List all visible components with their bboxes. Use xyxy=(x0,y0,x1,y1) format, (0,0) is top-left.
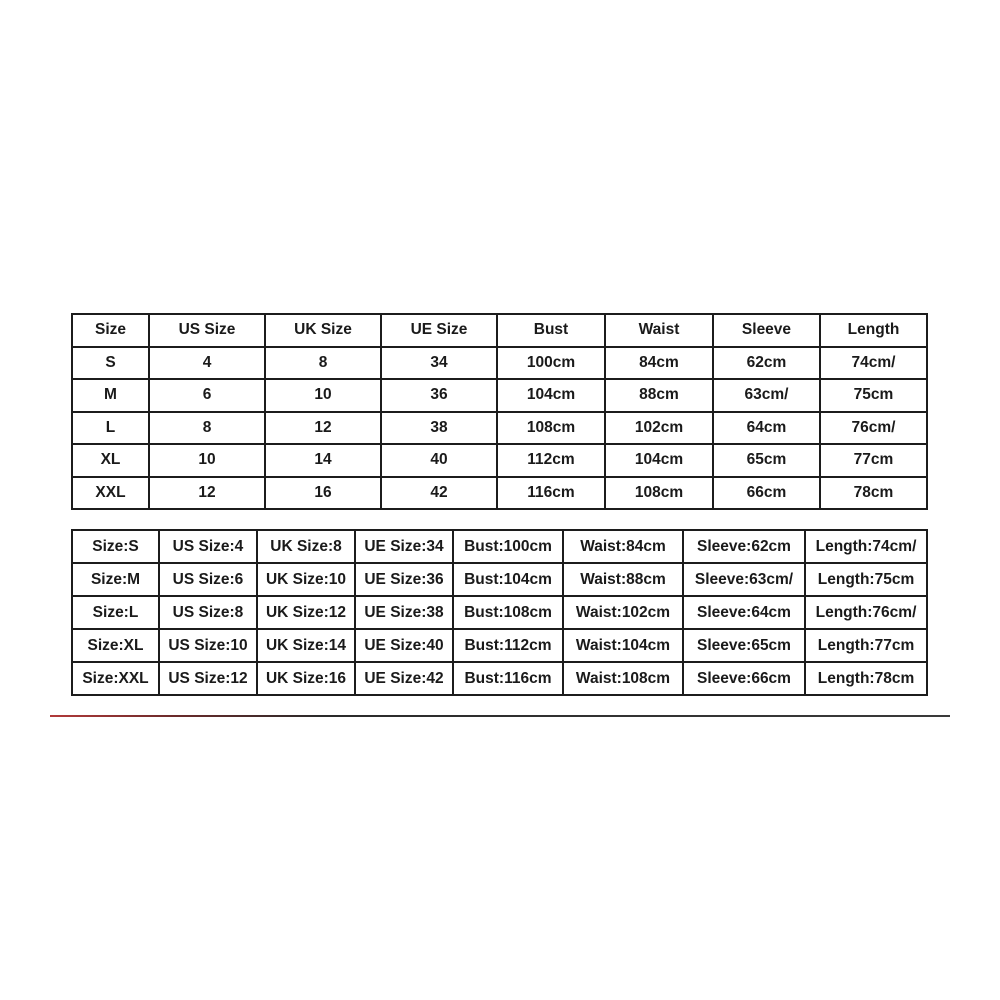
table-cell: Length:74cm/ xyxy=(805,530,927,563)
table-cell: 12 xyxy=(265,412,381,445)
table-row xyxy=(72,379,927,412)
header-cell: US Size xyxy=(149,314,265,347)
table-cell: US Size:8 xyxy=(159,596,257,629)
table-cell: 10 xyxy=(265,379,381,412)
table-cell: 112cm xyxy=(497,444,605,477)
table-cell: 8 xyxy=(149,412,265,445)
table-cell: Bust:108cm xyxy=(453,596,563,629)
table-cell: Size:XL xyxy=(72,629,159,662)
table-cell: Length:75cm xyxy=(805,563,927,596)
table-cell: 16 xyxy=(265,477,381,510)
table-cell: UE Size:40 xyxy=(355,629,453,662)
table-row xyxy=(72,662,927,695)
table-row xyxy=(72,629,927,662)
table-cell: 76cm/ xyxy=(820,412,927,445)
table-cell: 104cm xyxy=(497,379,605,412)
table-cell: XL xyxy=(72,444,149,477)
table-cell: UK Size:8 xyxy=(257,530,355,563)
table-cell: UE Size:36 xyxy=(355,563,453,596)
table-cell: Waist:104cm xyxy=(563,629,683,662)
table-cell: Size:S xyxy=(72,530,159,563)
table-cell: Sleeve:62cm xyxy=(683,530,805,563)
table-cell: Waist:108cm xyxy=(563,662,683,695)
table-cell: 100cm xyxy=(497,347,605,380)
table-cell: 42 xyxy=(381,477,497,510)
table-cell: UK Size:10 xyxy=(257,563,355,596)
table-cell: UE Size:38 xyxy=(355,596,453,629)
table-cell: Sleeve:65cm xyxy=(683,629,805,662)
table-cell: Sleeve:64cm xyxy=(683,596,805,629)
table-cell: 75cm xyxy=(820,379,927,412)
table-cell: 12 xyxy=(149,477,265,510)
header-cell: Length xyxy=(820,314,927,347)
table-cell: 62cm xyxy=(713,347,820,380)
table-row xyxy=(72,347,927,380)
table-cell: Size:M xyxy=(72,563,159,596)
table-cell: Length:77cm xyxy=(805,629,927,662)
table-cell: XXL xyxy=(72,477,149,510)
table-cell: Sleeve:63cm/ xyxy=(683,563,805,596)
table-cell: Length:76cm/ xyxy=(805,596,927,629)
table-cell: 116cm xyxy=(497,477,605,510)
table-cell: Size:XXL xyxy=(72,662,159,695)
table-cell: 108cm xyxy=(605,477,713,510)
table-row xyxy=(72,477,927,510)
table-cell: Waist:84cm xyxy=(563,530,683,563)
table-cell: 65cm xyxy=(713,444,820,477)
header-cell: Bust xyxy=(497,314,605,347)
table-row xyxy=(72,530,927,563)
table-cell: 8 xyxy=(265,347,381,380)
table-cell: 78cm xyxy=(820,477,927,510)
table-cell: 4 xyxy=(149,347,265,380)
table-row xyxy=(72,444,927,477)
table-cell: 84cm xyxy=(605,347,713,380)
table-cell: Bust:116cm xyxy=(453,662,563,695)
labeled-size-chart-table xyxy=(71,529,928,696)
table-header-row xyxy=(72,314,927,347)
table-row xyxy=(72,563,927,596)
table-cell: 102cm xyxy=(605,412,713,445)
table-cell: UK Size:14 xyxy=(257,629,355,662)
bottom-divider-line xyxy=(50,715,950,717)
table-cell: 14 xyxy=(265,444,381,477)
header-cell: Waist xyxy=(605,314,713,347)
table-cell: 6 xyxy=(149,379,265,412)
table-cell: 63cm/ xyxy=(713,379,820,412)
table-cell: 104cm xyxy=(605,444,713,477)
table-cell: UK Size:16 xyxy=(257,662,355,695)
table-cell: 10 xyxy=(149,444,265,477)
table-cell: Bust:104cm xyxy=(453,563,563,596)
table-cell: Waist:102cm xyxy=(563,596,683,629)
size-chart-table xyxy=(71,313,928,510)
table-cell: Waist:88cm xyxy=(563,563,683,596)
table-row xyxy=(72,596,927,629)
table-cell: UK Size:12 xyxy=(257,596,355,629)
table-cell: 66cm xyxy=(713,477,820,510)
table-cell: Bust:112cm xyxy=(453,629,563,662)
header-cell: UK Size xyxy=(265,314,381,347)
table-cell: US Size:4 xyxy=(159,530,257,563)
table-cell: US Size:10 xyxy=(159,629,257,662)
table-cell: 74cm/ xyxy=(820,347,927,380)
table-cell: US Size:6 xyxy=(159,563,257,596)
table-cell: 40 xyxy=(381,444,497,477)
header-cell: Size xyxy=(72,314,149,347)
table-row xyxy=(72,412,927,445)
table-cell: UE Size:42 xyxy=(355,662,453,695)
table-cell: 38 xyxy=(381,412,497,445)
table-cell: Bust:100cm xyxy=(453,530,563,563)
table-cell: S xyxy=(72,347,149,380)
header-cell: UE Size xyxy=(381,314,497,347)
table-cell: US Size:12 xyxy=(159,662,257,695)
table-cell: Sleeve:66cm xyxy=(683,662,805,695)
table-cell: 64cm xyxy=(713,412,820,445)
table-cell: 108cm xyxy=(497,412,605,445)
table-cell: Length:78cm xyxy=(805,662,927,695)
table-cell: M xyxy=(72,379,149,412)
table-cell: 88cm xyxy=(605,379,713,412)
table-cell: 34 xyxy=(381,347,497,380)
header-cell: Sleeve xyxy=(713,314,820,347)
table-cell: 77cm xyxy=(820,444,927,477)
table-cell: L xyxy=(72,412,149,445)
table-cell: 36 xyxy=(381,379,497,412)
table-cell: UE Size:34 xyxy=(355,530,453,563)
table-cell: Size:L xyxy=(72,596,159,629)
